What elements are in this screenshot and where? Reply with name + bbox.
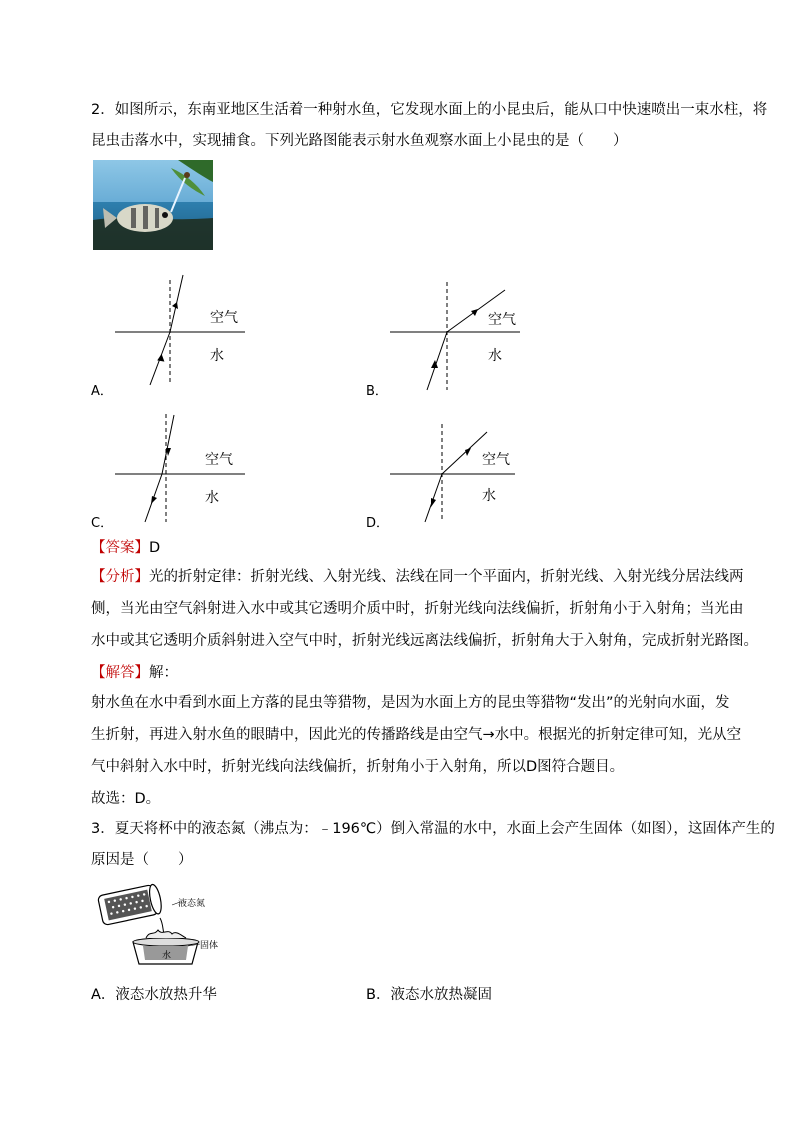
option-d-diagram — [385, 422, 525, 524]
solution-header — [91, 663, 178, 683]
q3-text-line-1: 3．夏天将杯中的液态氮（沸点为：﹣196℃）倒入常温的水中，水面上会产生固体（如图），这固体产生的 — [91, 821, 775, 837]
conclusion-line: 故选：D。 — [91, 791, 161, 807]
air-label: 空气 — [482, 452, 510, 468]
option-d-label[interactable]: D． — [366, 516, 390, 531]
option-c-label[interactable]: C． — [91, 516, 114, 531]
air-label: 空气 — [488, 312, 516, 328]
q3-option-a[interactable]: A．液态水放热升华 — [91, 987, 217, 1003]
liquid-nitrogen-figure — [88, 880, 228, 970]
q3-text-line-2: 原因是（ ） — [91, 852, 193, 868]
solution-line-2: 生折射，再进入射水鱼的眼睛中，因此光的传播路线是由空气→水中。根据光的折射定律可知，光从空 — [91, 727, 742, 743]
archer-fish-photo — [93, 160, 213, 250]
figure-water-label: 水 — [162, 951, 172, 961]
option-b-diagram — [385, 280, 525, 395]
water-label: 水 — [205, 490, 219, 506]
option-c-diagram — [110, 412, 250, 524]
figure-solid-label: 固体 — [200, 941, 219, 951]
answer-line — [91, 538, 160, 558]
water-label: 水 — [482, 488, 496, 504]
solution-tag: 【解答】 — [91, 665, 149, 681]
option-a-diagram — [110, 270, 250, 390]
analysis-tag: 【分析】 — [91, 569, 149, 585]
q2-text-line-2: 昆虫击落水中，实现捕食。下列光路图能表示射水鱼观察水面上小昆虫的是（ ） — [91, 133, 628, 149]
q2-text-line-1: 2．如图所示，东南亚地区生活着一种射水鱼，它发现水面上的小昆虫后，能从口中快速喷出一束水柱，将 — [91, 102, 768, 118]
analysis-text-1: 光的折射定律：折射光线、入射光线、法线在同一个平面内，折射光线、入射光线分居法线两 — [149, 569, 744, 585]
water-label: 水 — [488, 348, 502, 364]
answer-tag: 【答案】 — [91, 540, 149, 556]
q3-option-b[interactable]: B．液态水放热凝固 — [366, 987, 492, 1003]
solution-intro: 解： — [149, 665, 178, 681]
air-label: 空气 — [210, 310, 238, 326]
option-b-label[interactable]: B． — [366, 384, 388, 399]
analysis-line-3: 水中或其它透明介质斜射进入空气中时，折射光线远离法线偏折，折射角大于入射角，完成折射光路图。 — [91, 633, 758, 649]
analysis-line-2: 侧，当光由空气斜射进入水中或其它透明介质中时，折射光线向法线偏折，折射角小于入射角；当光由 — [91, 601, 744, 617]
air-label: 空气 — [205, 452, 233, 468]
option-a-label[interactable]: A． — [91, 384, 113, 399]
answer-value: D — [149, 540, 161, 556]
analysis-line-1 — [91, 567, 744, 587]
figure-nitrogen-label: 液态氮 — [178, 899, 206, 909]
solution-line-1: 射水鱼在水中看到水面上方落的昆虫等猎物，是因为水面上方的昆虫等猎物“发出”的光射向水面，发 — [91, 695, 730, 711]
solution-line-3: 气中斜射入水中时，折射光线向法线偏折，折射角小于入射角，所以D图符合题目。 — [91, 759, 625, 775]
water-label: 水 — [210, 348, 224, 364]
